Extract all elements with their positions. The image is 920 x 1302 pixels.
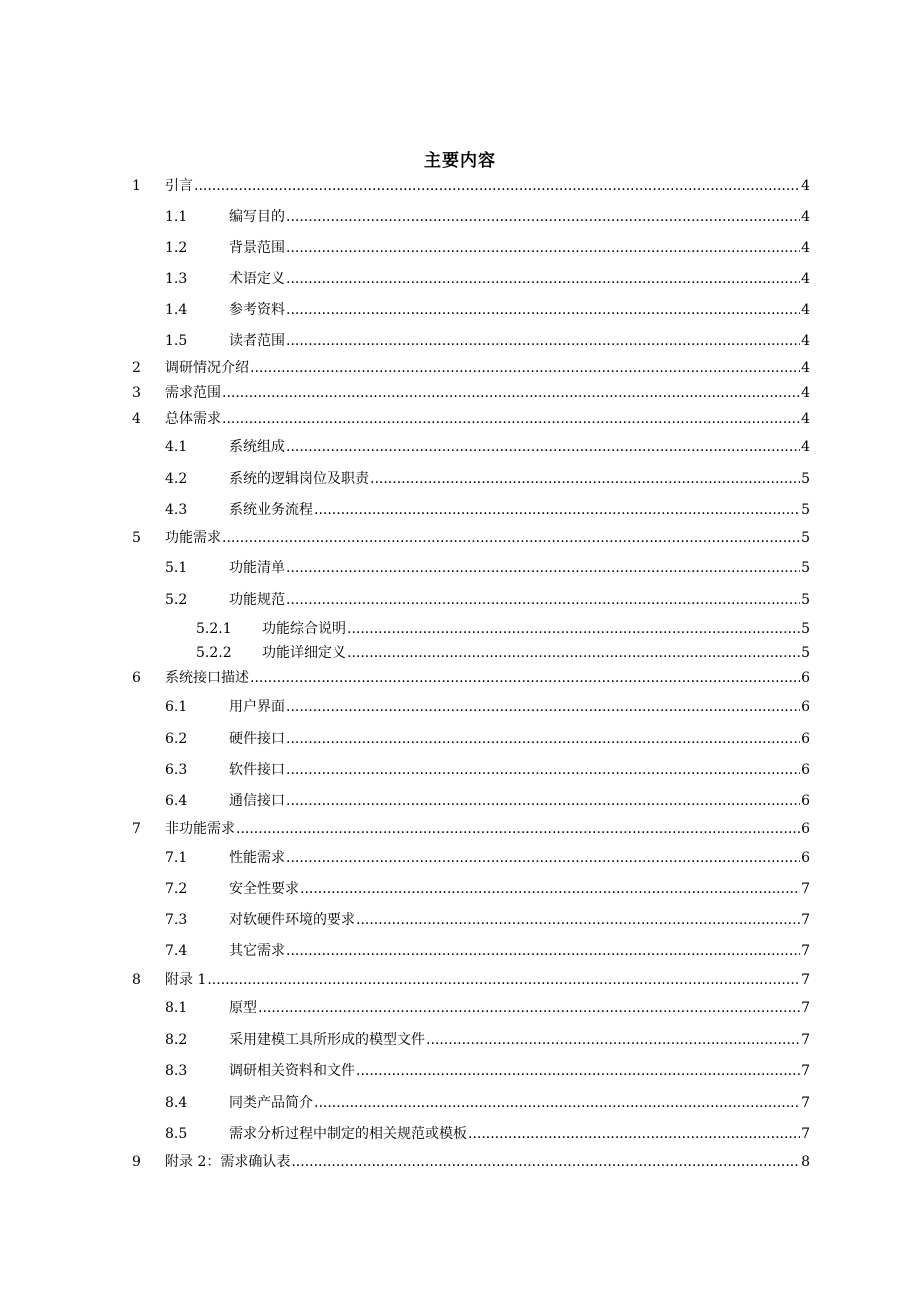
toc-entry[interactable] bbox=[0, 331, 920, 351]
toc-entry[interactable] bbox=[0, 207, 920, 227]
toc-entry[interactable] bbox=[0, 848, 920, 868]
toc-entry-label: 系统接口描述 bbox=[165, 670, 249, 686]
toc-entry[interactable] bbox=[0, 238, 920, 258]
toc-entry-label: 性能需求 bbox=[229, 850, 285, 866]
toc-entry-page: 7 bbox=[801, 1032, 810, 1048]
toc-entry[interactable] bbox=[0, 791, 920, 811]
toc-entry-page: 7 bbox=[801, 1000, 810, 1016]
toc-dot-leader bbox=[207, 970, 800, 990]
toc-dot-leader bbox=[286, 697, 800, 717]
toc-entry-number: 4.2 bbox=[165, 471, 188, 487]
toc-entry-page: 7 bbox=[801, 972, 810, 988]
toc-entry-number: 1 bbox=[132, 178, 141, 194]
toc-entry-number: 7.2 bbox=[165, 881, 188, 897]
toc-dot-leader bbox=[286, 729, 800, 749]
toc-entry-page: 4 bbox=[801, 209, 810, 225]
toc-entry-number: 1.3 bbox=[165, 271, 188, 287]
toc-entry-number: 1.5 bbox=[165, 333, 188, 349]
toc-entry-label: 功能清单 bbox=[229, 560, 285, 576]
toc-entry-page: 6 bbox=[801, 699, 810, 715]
toc-dot-leader bbox=[286, 558, 800, 578]
toc-dot-leader bbox=[286, 331, 800, 351]
toc-entry-label: 用户界面 bbox=[229, 699, 285, 715]
toc-entry-page: 5 bbox=[801, 592, 810, 608]
toc-entry-page: 4 bbox=[801, 439, 810, 455]
toc-entry[interactable] bbox=[0, 697, 920, 717]
toc-entry-page: 4 bbox=[801, 302, 810, 318]
toc-entry-label: 硬件接口 bbox=[229, 731, 285, 747]
toc-dot-leader bbox=[468, 1124, 800, 1144]
toc-dot-leader bbox=[286, 238, 800, 258]
toc-entry[interactable] bbox=[0, 729, 920, 749]
toc-entry[interactable] bbox=[0, 383, 920, 403]
toc-entry[interactable] bbox=[0, 176, 920, 196]
toc-entry[interactable] bbox=[0, 409, 920, 429]
toc-entry[interactable] bbox=[0, 590, 920, 610]
toc-entry-number: 4 bbox=[132, 411, 141, 427]
toc-entry-label: 功能需求 bbox=[165, 530, 221, 546]
toc-dot-leader bbox=[347, 643, 800, 663]
toc-entry-page: 7 bbox=[801, 881, 810, 897]
toc-entry-number: 8.1 bbox=[165, 1000, 188, 1016]
toc-entry-page: 7 bbox=[801, 943, 810, 959]
toc-entry-label: 参考资料 bbox=[229, 302, 285, 318]
toc-entry-number: 7 bbox=[132, 821, 141, 837]
toc-entry-label: 采用建模工具所形成的模型文件 bbox=[229, 1032, 425, 1048]
toc-entry-number: 7.3 bbox=[165, 912, 188, 928]
toc-entry-number: 5.2 bbox=[165, 592, 188, 608]
toc-dot-leader bbox=[370, 469, 800, 489]
toc-entry-number: 4.3 bbox=[165, 502, 188, 518]
toc-dot-leader bbox=[356, 1061, 800, 1081]
toc-entry-label: 背景范围 bbox=[229, 240, 285, 256]
toc-entry-label: 编写目的 bbox=[229, 209, 285, 225]
toc-dot-leader bbox=[286, 207, 800, 227]
toc-entry-number: 8.3 bbox=[165, 1063, 188, 1079]
toc-dot-leader bbox=[258, 998, 800, 1018]
toc-dot-leader bbox=[250, 358, 800, 378]
toc-entry[interactable] bbox=[0, 1124, 920, 1144]
toc-entry[interactable] bbox=[0, 500, 920, 520]
toc-dot-leader bbox=[426, 1030, 800, 1050]
toc-entry-label: 其它需求 bbox=[229, 943, 285, 959]
toc-dot-leader bbox=[250, 668, 800, 688]
toc-entry[interactable] bbox=[0, 358, 920, 378]
toc-entry-page: 8 bbox=[801, 1154, 810, 1170]
toc-entry-number: 5.1 bbox=[165, 560, 188, 576]
toc-entry-label: 系统组成 bbox=[229, 439, 285, 455]
toc-entry-label: 读者范围 bbox=[229, 333, 285, 349]
toc-entry-number: 8 bbox=[132, 972, 141, 988]
toc-entry-label: 非功能需求 bbox=[165, 821, 235, 837]
toc-entry-number: 7.4 bbox=[165, 943, 188, 959]
toc-entry-page: 5 bbox=[801, 560, 810, 576]
toc-entry-page: 7 bbox=[801, 1095, 810, 1111]
toc-entry-label: 调研相关资料和文件 bbox=[229, 1063, 355, 1079]
toc-dot-leader bbox=[291, 1152, 800, 1172]
toc-entry-page: 4 bbox=[801, 178, 810, 194]
toc-entry[interactable] bbox=[0, 437, 920, 457]
toc-dot-leader bbox=[286, 590, 800, 610]
toc-entry-number: 6.1 bbox=[165, 699, 188, 715]
toc-entry-page: 6 bbox=[801, 731, 810, 747]
toc-entry-label: 系统的逻辑岗位及职责 bbox=[229, 471, 369, 487]
toc-entry-page: 5 bbox=[801, 502, 810, 518]
toc-entry-page: 4 bbox=[801, 411, 810, 427]
toc-entry-number: 8.2 bbox=[165, 1032, 188, 1048]
toc-entry-label: 调研情况介绍 bbox=[165, 360, 249, 376]
toc-entry[interactable] bbox=[0, 668, 920, 688]
toc-dot-leader bbox=[286, 269, 800, 289]
toc-title: 主要内容 bbox=[424, 151, 496, 171]
toc-entry-page: 4 bbox=[801, 240, 810, 256]
toc-entry-number: 1.2 bbox=[165, 240, 188, 256]
toc-dot-leader bbox=[356, 910, 800, 930]
toc-entry-page: 7 bbox=[801, 1126, 810, 1142]
toc-entry-label: 术语定义 bbox=[229, 271, 285, 287]
toc-entry-number: 6.4 bbox=[165, 793, 188, 809]
toc-dot-leader bbox=[286, 437, 800, 457]
toc-entry[interactable] bbox=[0, 1030, 920, 1050]
toc-entry-number: 1.1 bbox=[165, 209, 188, 225]
toc-dot-leader bbox=[286, 791, 800, 811]
toc-entry-page: 4 bbox=[801, 333, 810, 349]
toc-entry[interactable] bbox=[0, 469, 920, 489]
toc-entry-number: 6 bbox=[132, 670, 141, 686]
toc-entry[interactable] bbox=[0, 910, 920, 930]
toc-entry-label: 附录 1 bbox=[165, 972, 207, 988]
toc-entry-page: 6 bbox=[801, 850, 810, 866]
toc-entry-label: 需求范围 bbox=[165, 385, 221, 401]
toc-entry[interactable] bbox=[0, 760, 920, 780]
toc-entry[interactable] bbox=[0, 879, 920, 899]
toc-entry-label: 安全性要求 bbox=[229, 881, 299, 897]
toc-dot-leader bbox=[286, 941, 800, 961]
toc-entry[interactable] bbox=[0, 528, 920, 548]
toc-entry[interactable] bbox=[0, 819, 920, 839]
toc-entry-label: 需求分析过程中制定的相关规范或模板 bbox=[229, 1126, 467, 1142]
toc-dot-leader bbox=[314, 1093, 800, 1113]
toc-entry-label: 系统业务流程 bbox=[229, 502, 313, 518]
toc-entry-number: 2 bbox=[132, 360, 141, 376]
toc-entry-number: 5.2.2 bbox=[196, 645, 232, 661]
toc-entry-page: 6 bbox=[801, 793, 810, 809]
toc-entry-label: 功能规范 bbox=[229, 592, 285, 608]
toc-dot-leader bbox=[347, 619, 800, 639]
toc-entry-number: 8.5 bbox=[165, 1126, 188, 1142]
toc-entry-number: 6.2 bbox=[165, 731, 188, 747]
toc-entry-page: 6 bbox=[801, 762, 810, 778]
toc-entry-page: 5 bbox=[801, 471, 810, 487]
toc-entry-number: 3 bbox=[132, 385, 141, 401]
toc-dot-leader bbox=[300, 879, 800, 899]
toc-entry[interactable] bbox=[0, 300, 920, 320]
toc-entry-label: 对软硬件环境的要求 bbox=[229, 912, 355, 928]
toc-entry-page: 6 bbox=[801, 821, 810, 837]
toc-dot-leader bbox=[194, 176, 800, 196]
toc-entry-label: 功能综合说明 bbox=[262, 621, 346, 637]
toc-entry-label: 总体需求 bbox=[165, 411, 221, 427]
toc-entry-page: 6 bbox=[801, 670, 810, 686]
toc-entry[interactable] bbox=[0, 998, 920, 1018]
toc-entry-number: 5.2.1 bbox=[196, 621, 232, 637]
toc-entry-number: 9 bbox=[132, 1154, 141, 1170]
toc-dot-leader bbox=[222, 409, 800, 429]
toc-entry[interactable] bbox=[0, 269, 920, 289]
toc-dot-leader bbox=[222, 528, 800, 548]
toc-dot-leader bbox=[286, 760, 800, 780]
toc-entry-number: 5 bbox=[132, 530, 141, 546]
toc-entry[interactable] bbox=[0, 941, 920, 961]
toc-entry[interactable] bbox=[0, 1152, 920, 1172]
toc-entry-page: 4 bbox=[801, 360, 810, 376]
toc-dot-leader bbox=[236, 819, 800, 839]
toc-entry[interactable] bbox=[0, 970, 920, 990]
toc-entry-label: 原型 bbox=[229, 1000, 257, 1016]
toc-entry-page: 5 bbox=[801, 621, 810, 637]
toc-entry-page: 7 bbox=[801, 912, 810, 928]
toc-entry-page: 4 bbox=[801, 385, 810, 401]
toc-entry[interactable] bbox=[0, 1061, 920, 1081]
toc-entry[interactable] bbox=[0, 1093, 920, 1113]
toc-entry-number: 6.3 bbox=[165, 762, 188, 778]
toc-entry-number: 1.4 bbox=[165, 302, 188, 318]
toc-entry[interactable] bbox=[0, 558, 920, 578]
toc-entry-label: 引言 bbox=[165, 178, 193, 194]
toc-entry-number: 4.1 bbox=[165, 439, 188, 455]
toc-dot-leader bbox=[286, 300, 800, 320]
toc-entry-label: 功能详细定义 bbox=[262, 645, 346, 661]
toc-entry-label: 软件接口 bbox=[229, 762, 285, 778]
toc-entry-page: 5 bbox=[801, 530, 810, 546]
toc-entry-number: 8.4 bbox=[165, 1095, 188, 1111]
toc-entry[interactable] bbox=[0, 643, 920, 663]
toc-dot-leader bbox=[314, 500, 800, 520]
toc-entry-label: 同类产品简介 bbox=[229, 1095, 313, 1111]
toc-entry-label: 附录 2：需求确认表 bbox=[165, 1154, 291, 1170]
toc-entry-number: 7.1 bbox=[165, 850, 188, 866]
toc-entry-page: 7 bbox=[801, 1063, 810, 1079]
toc-dot-leader bbox=[222, 383, 800, 403]
toc-entry-label: 通信接口 bbox=[229, 793, 285, 809]
toc-entry-page: 5 bbox=[801, 645, 810, 661]
toc-entry[interactable] bbox=[0, 619, 920, 639]
toc-dot-leader bbox=[286, 848, 800, 868]
toc-entry-page: 4 bbox=[801, 271, 810, 287]
